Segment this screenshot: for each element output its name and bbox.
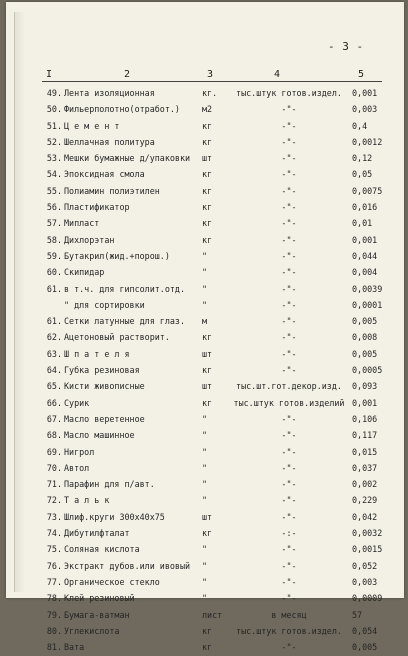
unit: " [202, 250, 208, 261]
material-name: Дибутилфталат [64, 528, 130, 539]
norm-basis: в месяц [271, 609, 307, 620]
norm-basis: -"- [281, 153, 297, 164]
norm-basis: -"- [281, 136, 297, 147]
row-number: 61. [46, 316, 62, 327]
norm-value: 0,0012 [352, 136, 383, 147]
norm-value: 0,044 [352, 250, 378, 261]
unit: " [202, 299, 208, 310]
norm-basis: -"- [281, 462, 297, 473]
norm-basis: -"- [281, 511, 297, 522]
table-row [6, 314, 404, 330]
material-name: Сурик [64, 397, 90, 408]
row-number: 61. [46, 283, 62, 294]
norm-basis: -"- [281, 120, 297, 131]
material-name: Соляная кислота [64, 544, 140, 555]
norm-value: 0,003 [352, 576, 378, 587]
norm-basis: тыс.штук готов.издел. [236, 625, 342, 636]
norm-basis: -"- [281, 413, 297, 424]
header-col-1: I [46, 69, 53, 80]
norm-value: 0,001 [352, 234, 378, 245]
norm-basis: -"- [281, 593, 297, 604]
table-row [6, 575, 404, 591]
norm-value: 0,005 [352, 642, 378, 653]
norm-value: 0,002 [352, 479, 378, 490]
unit: " [202, 495, 208, 506]
norm-value: 0,01 [352, 218, 373, 229]
table-row [6, 445, 404, 461]
unit: кг. [202, 88, 218, 98]
norm-basis: -"- [281, 576, 297, 587]
row-number: 56. [46, 202, 62, 213]
norm-value: 0,042 [352, 511, 378, 522]
table-row [6, 461, 404, 477]
row-number: 72. [46, 495, 62, 506]
material-name: Мешки бумажные д/упаковки [64, 153, 191, 164]
norm-basis: тыс.штук готов.изделий [233, 397, 345, 408]
material-name: Бумага-ватман [64, 609, 130, 620]
table-row [6, 412, 404, 428]
table-row [6, 624, 404, 640]
unit: лист [202, 609, 223, 620]
norm-basis: -"- [281, 365, 297, 376]
material-name: Пластификатор [64, 202, 130, 213]
norm-basis: -"- [281, 332, 297, 343]
norm-basis: -"- [281, 218, 297, 229]
table-row [6, 265, 404, 281]
norm-basis: -"- [281, 430, 297, 441]
norm-value: 57 [352, 609, 363, 620]
row-number: 68. [46, 430, 62, 441]
unit: " [202, 576, 208, 587]
header-rule [42, 81, 382, 82]
unit: " [202, 430, 208, 441]
norm-value: 0,0032 [352, 528, 383, 539]
material-name: Сетки латунные для глаз. [64, 316, 186, 327]
table-row [6, 151, 404, 167]
norm-basis: -"- [281, 316, 297, 327]
norm-basis: -"- [281, 267, 297, 278]
header-col-5: 5 [358, 69, 365, 80]
row-number: 78. [46, 593, 62, 604]
material-name: Шлиф.круги 300х40х75 [64, 511, 165, 522]
unit: " [202, 593, 208, 604]
norm-value: 0,003 [352, 104, 378, 115]
unit: кг [202, 642, 213, 653]
norm-value: 0,005 [352, 316, 378, 327]
row-number: 51. [46, 120, 62, 131]
table-row [6, 200, 404, 216]
unit: шт [202, 511, 213, 522]
row-number: 77. [46, 576, 62, 587]
norm-value: 0,0015 [352, 544, 383, 555]
unit: " [202, 462, 208, 473]
row-number: 80. [46, 625, 62, 636]
header-col-2: 2 [124, 69, 131, 80]
row-number: 69. [46, 446, 62, 457]
norm-basis: -"- [281, 495, 297, 506]
table-row [6, 347, 404, 363]
material-name: Автол [64, 462, 90, 473]
material-name: Т а л ь к [64, 495, 110, 506]
table-row [6, 135, 404, 151]
table-row [6, 526, 404, 542]
header-col-3: 3 [207, 69, 214, 80]
norm-value: 0,004 [352, 267, 378, 278]
material-name: в т.ч. для гипсолит.отд. [64, 283, 186, 294]
norm-basis: -"- [281, 446, 297, 457]
table-row [6, 428, 404, 444]
material-name: " для сортировки [64, 299, 145, 310]
unit: шт [202, 153, 213, 164]
row-number: 75. [46, 544, 62, 555]
table-row [6, 86, 404, 102]
table-row [6, 640, 404, 656]
row-number: 62. [46, 332, 62, 343]
material-name: Фильерполотно(отработ.) [64, 104, 180, 115]
row-number: 52. [46, 136, 62, 147]
row-number: 58. [46, 234, 62, 245]
material-name: Скипидар [64, 267, 105, 278]
unit: кг [202, 365, 213, 376]
norm-value: 0,016 [352, 202, 378, 213]
material-name: Клей резиновый [64, 593, 135, 604]
unit: кг [202, 625, 213, 636]
table-row [6, 282, 404, 298]
row-number: 66. [46, 397, 62, 408]
header-col-4: 4 [274, 69, 281, 80]
materials-table [6, 86, 404, 656]
row-number: 53. [46, 153, 62, 164]
table-row [6, 363, 404, 379]
norm-value: 0,037 [352, 462, 378, 473]
material-name: Органическое стекло [64, 576, 160, 587]
norm-basis: тыс.штук готов.издел. [236, 88, 342, 98]
table-row [6, 542, 404, 558]
unit: " [202, 446, 208, 457]
norm-value: 0,005 [352, 348, 378, 359]
row-number: 60. [46, 267, 62, 278]
row-number: 76. [46, 560, 62, 571]
norm-value: 0,001 [352, 397, 378, 408]
table-row [6, 298, 404, 314]
norm-value: 0,117 [352, 430, 378, 441]
unit: шт [202, 381, 213, 392]
norm-basis: -"- [281, 299, 297, 310]
norm-value: 0,4 [352, 120, 368, 131]
norm-basis: -"- [281, 479, 297, 490]
table-row [6, 379, 404, 395]
material-name: Ацетоновый растворит. [64, 332, 170, 343]
unit: " [202, 479, 208, 490]
material-name: Ц е м е н т [64, 120, 120, 131]
norm-value: 0,001 [352, 88, 378, 98]
table-row [6, 233, 404, 249]
norm-value: 0,054 [352, 625, 378, 636]
row-number: 74. [46, 528, 62, 539]
page-number: - 3 - [328, 40, 364, 53]
unit: кг [202, 218, 213, 229]
norm-value: 0,05 [352, 169, 373, 180]
unit: кг [202, 136, 213, 147]
norm-basis: -"- [281, 544, 297, 555]
table-row [6, 608, 404, 624]
table-row [6, 167, 404, 183]
table-row [6, 249, 404, 265]
norm-value: 0,008 [352, 332, 378, 343]
norm-basis: -"- [281, 560, 297, 571]
document-page [6, 2, 404, 653]
row-number: 57. [46, 218, 62, 229]
norm-value: 0,0001 [352, 299, 383, 310]
row-number: 63. [46, 348, 62, 359]
unit: кг [202, 528, 213, 539]
norm-value: 0,0005 [352, 365, 383, 376]
row-number: 81. [46, 642, 62, 653]
norm-basis: -"- [281, 202, 297, 213]
row-number: 73. [46, 511, 62, 522]
norm-basis: -"- [281, 348, 297, 359]
material-name: Экстракт дубов.или ивовый [64, 560, 191, 571]
unit: кг [202, 202, 213, 213]
material-name: Парафин для п/авт. [64, 479, 155, 490]
row-number: 67. [46, 413, 62, 424]
norm-basis: -"- [281, 104, 297, 115]
norm-value: 0,12 [352, 153, 373, 164]
unit: " [202, 267, 208, 278]
norm-basis: -"- [281, 234, 297, 245]
norm-value: 0,0075 [352, 185, 383, 196]
material-name: Нигрол [64, 446, 95, 457]
row-number: 65. [46, 381, 62, 392]
material-name: Полиамин полиэтилен [64, 185, 160, 196]
material-name: Миплаcт [64, 218, 100, 229]
unit: " [202, 413, 208, 424]
norm-value: 0,229 [352, 495, 378, 506]
row-number: 59. [46, 250, 62, 261]
norm-value: 0,0009 [352, 593, 383, 604]
table-row [6, 591, 404, 607]
table-row [6, 493, 404, 509]
row-number: 54. [46, 169, 62, 180]
norm-basis: -:- [281, 528, 297, 539]
table-row [6, 396, 404, 412]
table-row [6, 119, 404, 135]
table-row [6, 102, 404, 118]
table-row [6, 477, 404, 493]
norm-basis: -"- [281, 169, 297, 180]
material-name: Эпоксидная смола [64, 169, 145, 180]
material-name: Вата [64, 642, 85, 653]
unit: кг [202, 120, 213, 131]
norm-value: 0,0039 [352, 283, 383, 294]
unit: кг [202, 185, 213, 196]
material-name: Дихлорэтан [64, 234, 115, 245]
table-row [6, 216, 404, 232]
material-name: Лента изоляционная [64, 88, 155, 98]
norm-basis: -"- [281, 642, 297, 653]
norm-value: 0,106 [352, 413, 378, 424]
norm-basis: -"- [281, 283, 297, 294]
row-number: 64. [46, 365, 62, 376]
material-name: Губка резиновая [64, 365, 140, 376]
material-name: Бутакрил(жид.+порош.) [64, 250, 170, 261]
row-number: 71. [46, 479, 62, 490]
material-name: Масло веретенное [64, 413, 145, 424]
unit: " [202, 560, 208, 571]
unit: шт [202, 348, 213, 359]
norm-value: 0,015 [352, 446, 378, 457]
table-row [6, 510, 404, 526]
norm-value: 0,093 [352, 381, 378, 392]
table-row [6, 559, 404, 575]
table-header [6, 69, 404, 81]
unit: м [202, 316, 208, 327]
unit: " [202, 544, 208, 555]
unit: кг [202, 332, 213, 343]
unit: кг [202, 234, 213, 245]
material-name: Масло машинное [64, 430, 135, 441]
row-number: 50. [46, 104, 62, 115]
table-row [6, 330, 404, 346]
material-name: Шеллачная политура [64, 136, 155, 147]
unit: кг [202, 397, 213, 408]
row-number: 55. [46, 185, 62, 196]
row-number: 79. [46, 609, 62, 620]
material-name: Кисти живописные [64, 381, 145, 392]
material-name: Ш п а т е л я [64, 348, 130, 359]
norm-value: 0,052 [352, 560, 378, 571]
unit: м2 [202, 104, 213, 115]
material-name: Углекислота [64, 625, 120, 636]
row-number: 49. [46, 88, 62, 98]
norm-basis: тыс.шт.гот.декор.изд. [236, 381, 342, 392]
norm-basis: -"- [281, 250, 297, 261]
unit: " [202, 283, 208, 294]
table-row [6, 184, 404, 200]
row-number: 70. [46, 462, 62, 473]
unit: кг [202, 169, 213, 180]
norm-basis: -"- [281, 185, 297, 196]
